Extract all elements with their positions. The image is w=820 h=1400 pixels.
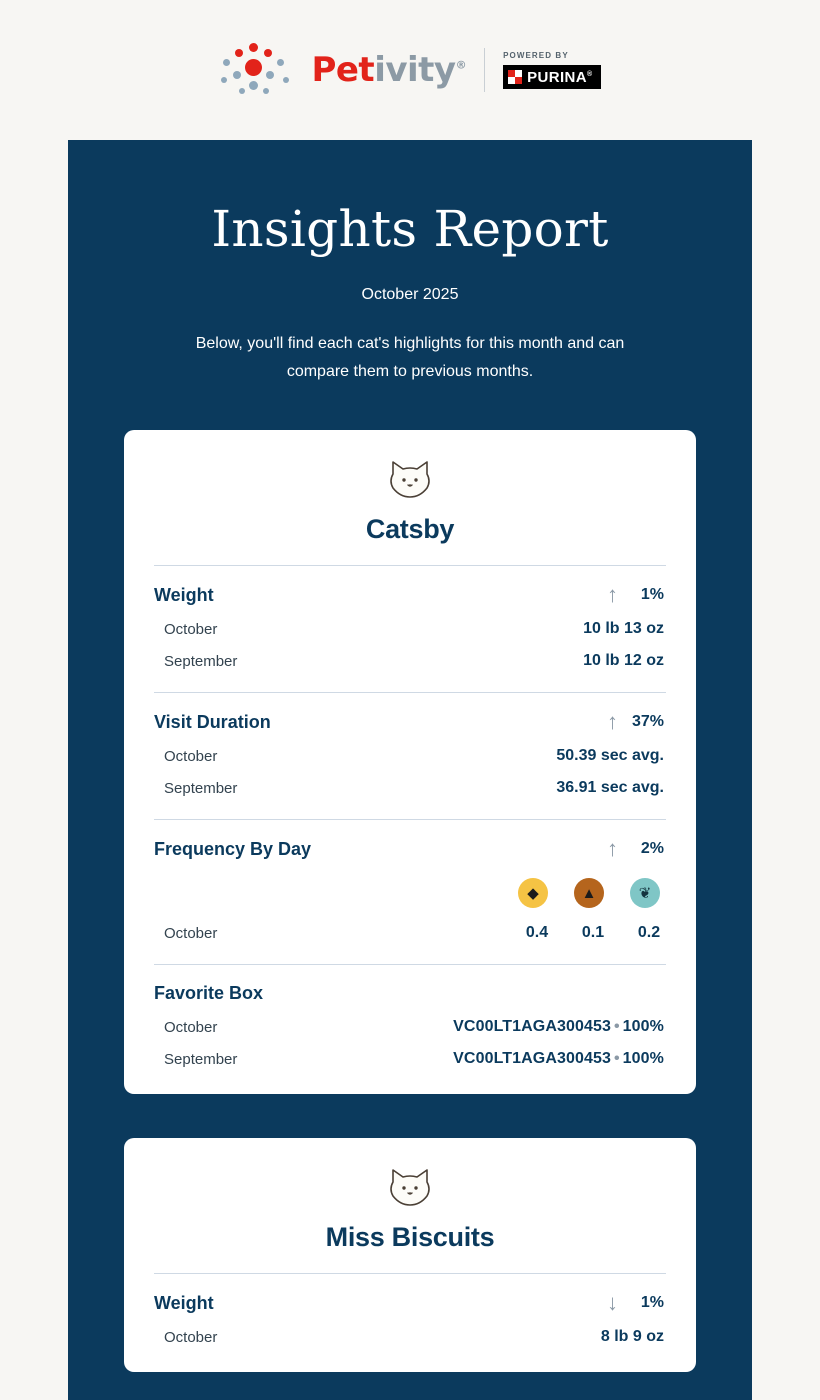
- report-date: October 2025: [361, 286, 459, 303]
- delta-indicator: [607, 711, 664, 733]
- urine-drop-icon: ◆: [518, 878, 548, 908]
- row-value: 10 lb 12 oz: [583, 652, 664, 669]
- section-header: [154, 711, 666, 733]
- frequency-values: [522, 924, 664, 942]
- box-serial: VC00LT1AGA300453: [453, 1018, 611, 1035]
- frequency-icon-row: [154, 860, 666, 908]
- row-label: September: [164, 779, 238, 797]
- section-header: [154, 983, 666, 1004]
- favorite-box-value: [453, 1050, 664, 1068]
- delta-value: 2%: [640, 840, 664, 857]
- data-row: [154, 606, 666, 638]
- pet-name: Miss Biscuits: [325, 1222, 495, 1252]
- cat-visit-icon: ❦: [630, 878, 660, 908]
- frequency-data-row: [154, 908, 666, 942]
- box-serial: VC00LT1AGA300453: [453, 1050, 611, 1067]
- cat-face-icon: [387, 458, 433, 500]
- section-title: Frequency By Day: [154, 838, 312, 859]
- box-percent: 100%: [622, 1018, 664, 1035]
- box-percent: 100%: [622, 1050, 664, 1067]
- section-frequency-by-day: [154, 820, 666, 965]
- value-separator: •: [613, 1050, 620, 1067]
- delta-value: 1%: [640, 586, 664, 603]
- delta-indicator: [607, 838, 664, 860]
- delta-value: 1%: [640, 1294, 664, 1311]
- section-header: [154, 838, 666, 860]
- value-separator: •: [613, 1018, 620, 1035]
- pet-card: [124, 430, 696, 1094]
- delta-value: 37%: [631, 713, 664, 730]
- frequency-value: 0.2: [637, 924, 661, 941]
- section-header: [154, 584, 666, 606]
- brand-name-red: Pet: [311, 50, 375, 90]
- cat-face-icon: [387, 1166, 433, 1208]
- purina-wordmark: [527, 69, 592, 86]
- row-label: October: [164, 924, 218, 942]
- data-row: [154, 1036, 666, 1068]
- data-row: [154, 1004, 666, 1036]
- section-header: [154, 1292, 666, 1314]
- data-row: [154, 1314, 666, 1346]
- logo-divider: [484, 48, 485, 92]
- pet-card: [124, 1138, 696, 1372]
- row-value: 50.39 sec avg.: [556, 747, 664, 764]
- section-favorite-box: [154, 965, 666, 1068]
- section-title: Favorite Box: [154, 983, 264, 1003]
- row-label: September: [164, 1050, 238, 1068]
- purina-badge: [503, 65, 600, 89]
- arrow-up-icon: ↑: [607, 836, 618, 861]
- purina-checkerboard-icon: [508, 70, 522, 84]
- section-visit-duration: [154, 693, 666, 820]
- row-value: 8 lb 9 oz: [600, 1328, 664, 1345]
- brand-registered-mark: ®: [455, 58, 467, 72]
- section-weight: [154, 1274, 666, 1346]
- purina-text: PURINA: [527, 68, 587, 86]
- logo-bar: [0, 0, 820, 140]
- arrow-up-icon: ↑: [607, 582, 618, 607]
- arrow-up-icon: ↑: [607, 709, 618, 734]
- petivity-dots-icon: [219, 41, 293, 99]
- row-label: October: [164, 620, 218, 638]
- arrow-down-icon: ↓: [607, 1290, 618, 1315]
- row-value: 36.91 sec avg.: [556, 779, 664, 796]
- powered-by-label: POWERED BY: [503, 51, 569, 60]
- row-label: October: [164, 747, 218, 765]
- delta-indicator: [607, 1292, 664, 1314]
- frequency-value: 0.1: [581, 924, 605, 941]
- report-intro: Below, you'll find each cat's highlights for this month and can compare them to previous months.: [195, 335, 625, 380]
- row-label: October: [164, 1018, 218, 1036]
- section-weight: [154, 566, 666, 693]
- section-title: Weight: [154, 584, 214, 605]
- frequency-value: 0.4: [525, 924, 549, 941]
- stool-icon: ▲: [574, 878, 604, 908]
- favorite-box-value: [453, 1018, 664, 1036]
- purina-registered-mark: ®: [586, 70, 593, 78]
- data-row: [154, 765, 666, 797]
- delta-indicator: [607, 584, 664, 606]
- report-body: [68, 140, 752, 1400]
- powered-by-purina: [503, 51, 600, 89]
- brand-wordmark: [311, 50, 466, 90]
- row-value: 10 lb 13 oz: [583, 620, 664, 637]
- page-title: Insights Report: [211, 200, 609, 258]
- petivity-logo: [219, 41, 600, 99]
- row-label: October: [164, 1328, 218, 1346]
- data-row: [154, 733, 666, 765]
- section-title: Weight: [154, 1292, 214, 1313]
- data-row: [154, 638, 666, 670]
- brand-name-gray: ivity: [374, 50, 456, 90]
- row-label: September: [164, 652, 238, 670]
- section-title: Visit Duration: [154, 711, 271, 732]
- pet-name: Catsby: [365, 514, 455, 544]
